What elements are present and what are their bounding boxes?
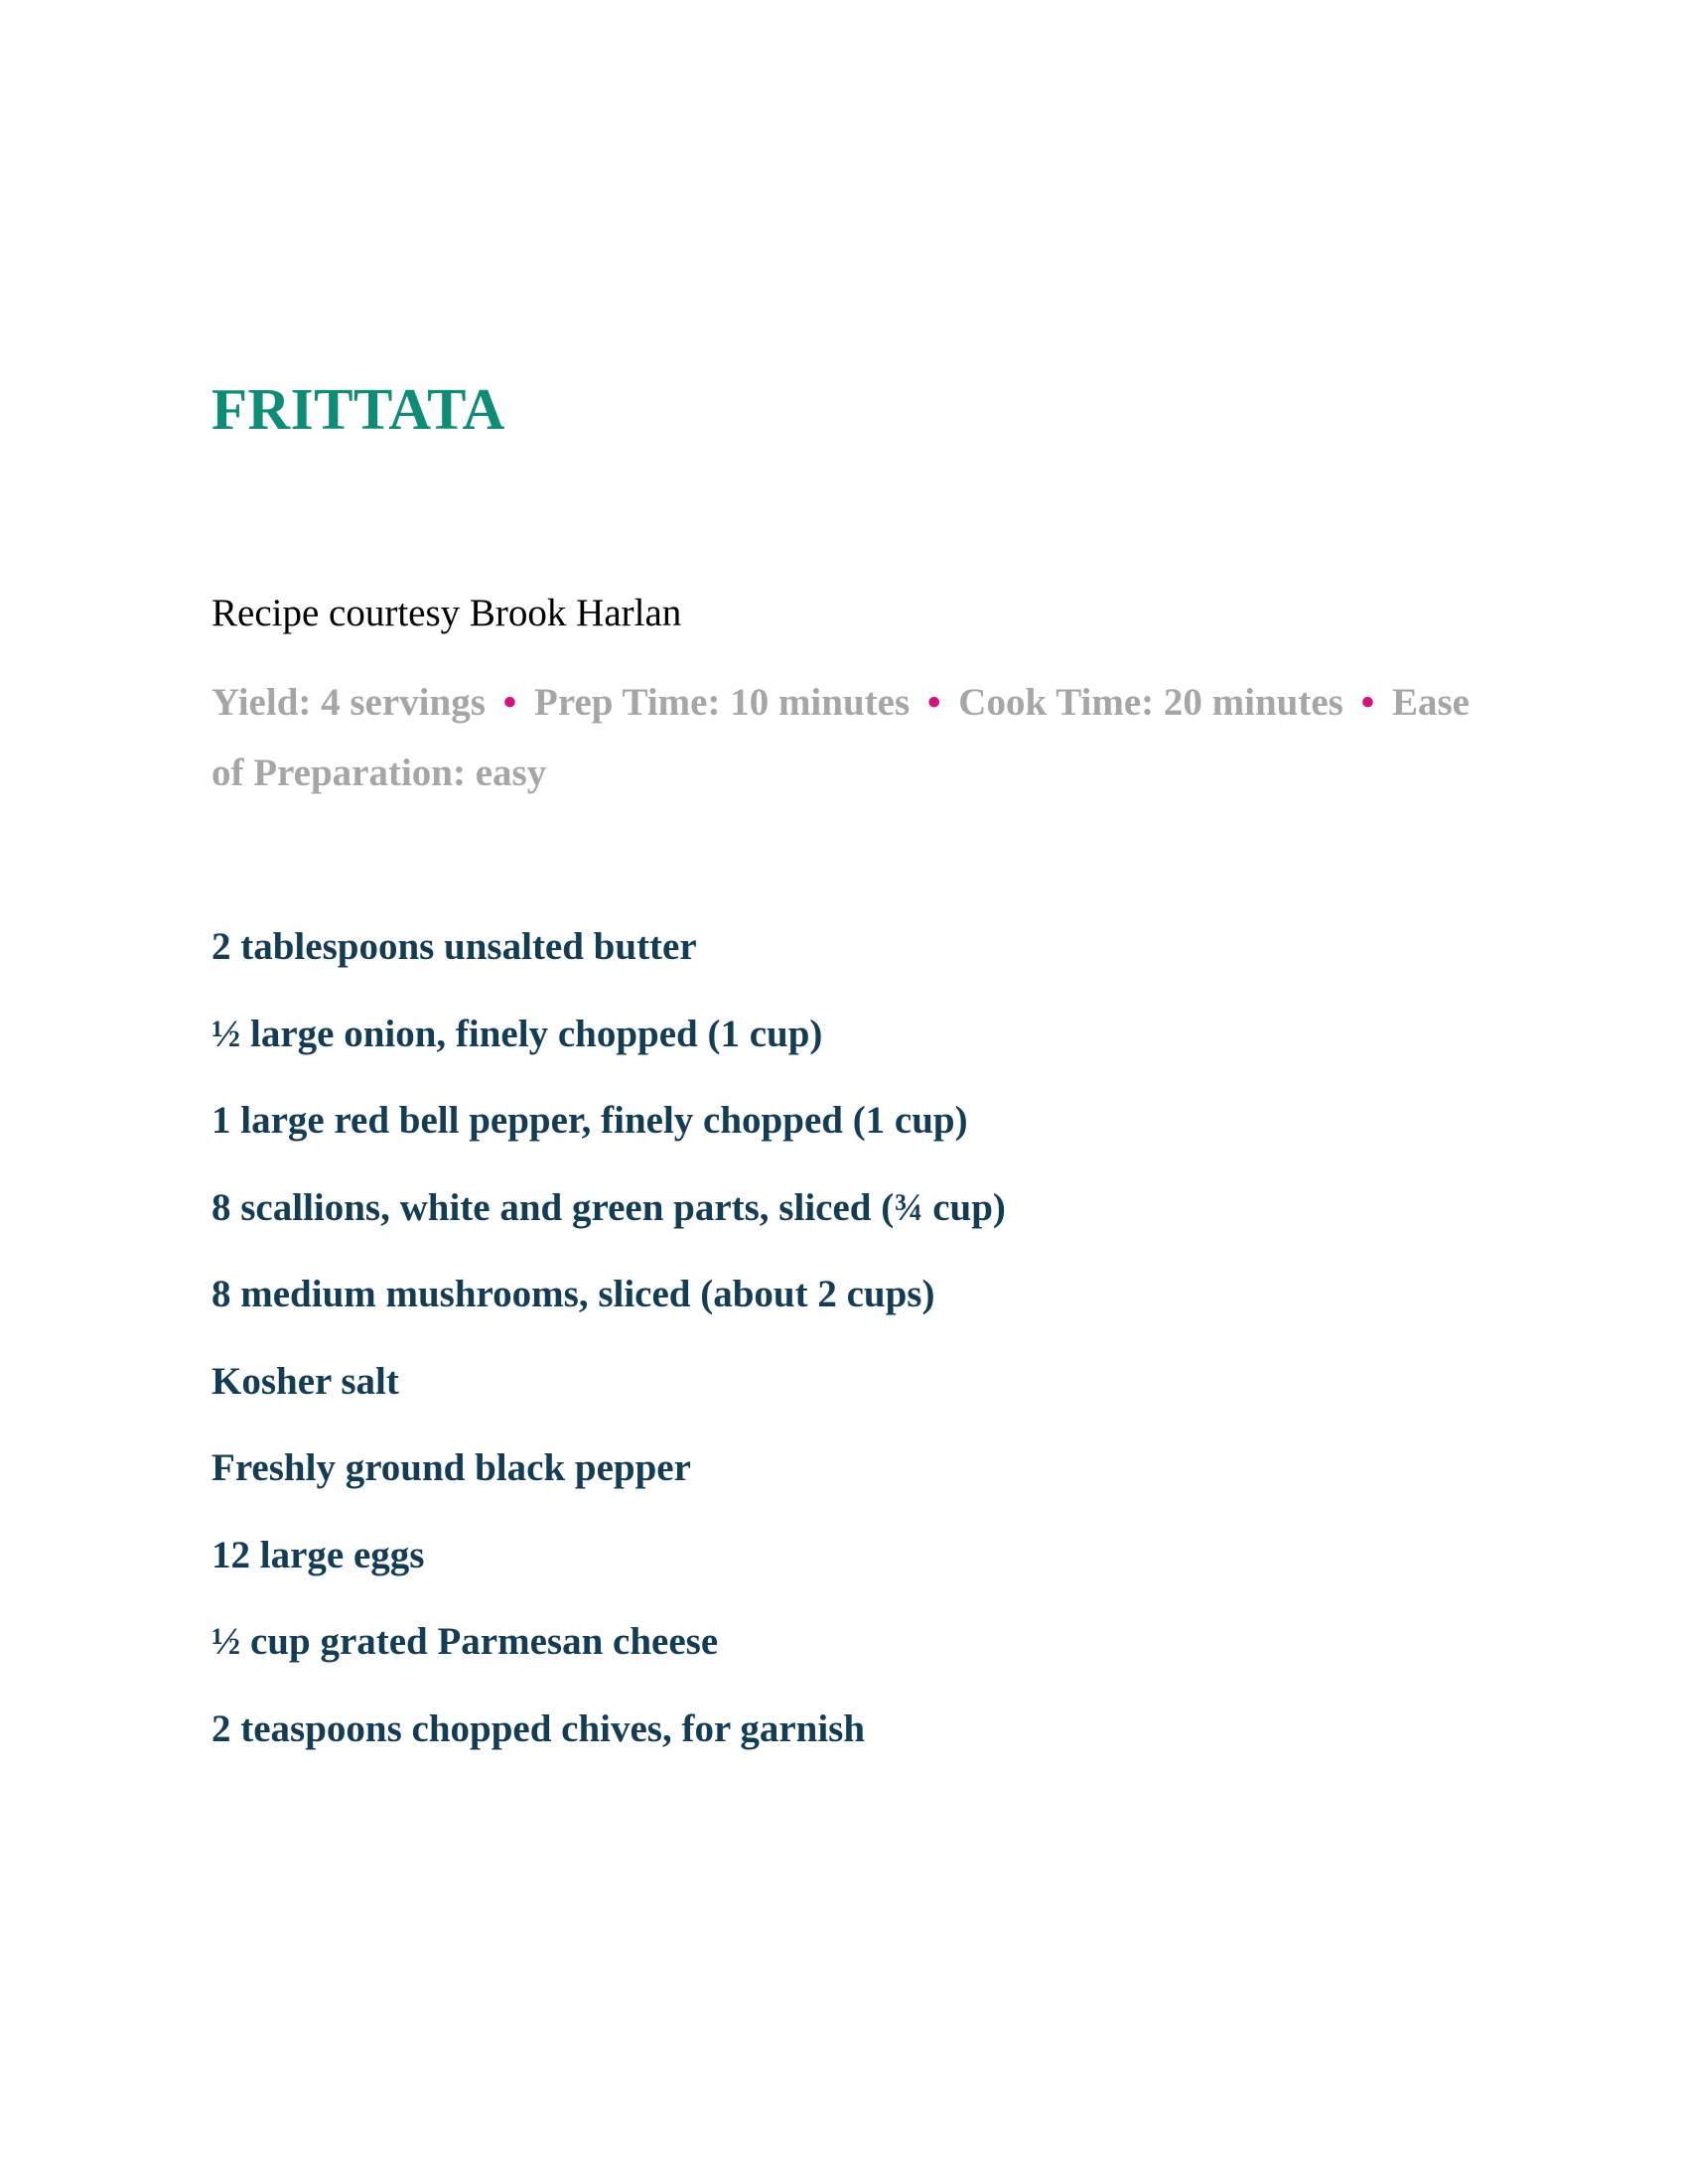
recipe-meta — [211, 667, 1492, 808]
recipe-title: FRITTATA — [211, 376, 505, 442]
bullet-separator: • — [926, 681, 941, 724]
ingredient-item: 1 large red bell pepper, finely chopped (1 cup) — [211, 1099, 968, 1142]
ingredient-item: ½ large onion, finely chopped (1 cup) — [211, 1012, 823, 1055]
ingredient-item: 8 scallions, white and green parts, sliced (¾ cup) — [211, 1185, 1006, 1229]
bullet-separator: • — [1360, 681, 1375, 724]
ingredient-list — [211, 923, 1006, 1792]
recipe-page — [211, 0, 1502, 2184]
ingredient-item: ½ cup grated Parmesan cheese — [211, 1620, 719, 1663]
ingredient-item: Freshly ground black pepper — [211, 1446, 691, 1489]
bullet-separator: • — [502, 681, 517, 724]
ingredient-item: 8 medium mushrooms, sliced (about 2 cups) — [211, 1273, 935, 1315]
ingredient-item: 2 teaspoons chopped chives, for garnish — [211, 1706, 866, 1750]
ease-text: Ease of Preparation: easy — [211, 681, 1470, 794]
yield-text: Yield: 4 servings — [211, 681, 486, 724]
prep-time-text: Prep Time: 10 minutes — [534, 681, 911, 724]
ingredient-item: Kosher salt — [211, 1359, 399, 1403]
recipe-courtesy: Recipe courtesy Brook Harlan — [211, 592, 682, 634]
ingredient-item: 12 large eggs — [211, 1533, 425, 1576]
ingredient-item: 2 tablespoons unsalted butter — [211, 925, 697, 968]
cook-time-text: Cook Time: 20 minutes — [958, 681, 1343, 724]
